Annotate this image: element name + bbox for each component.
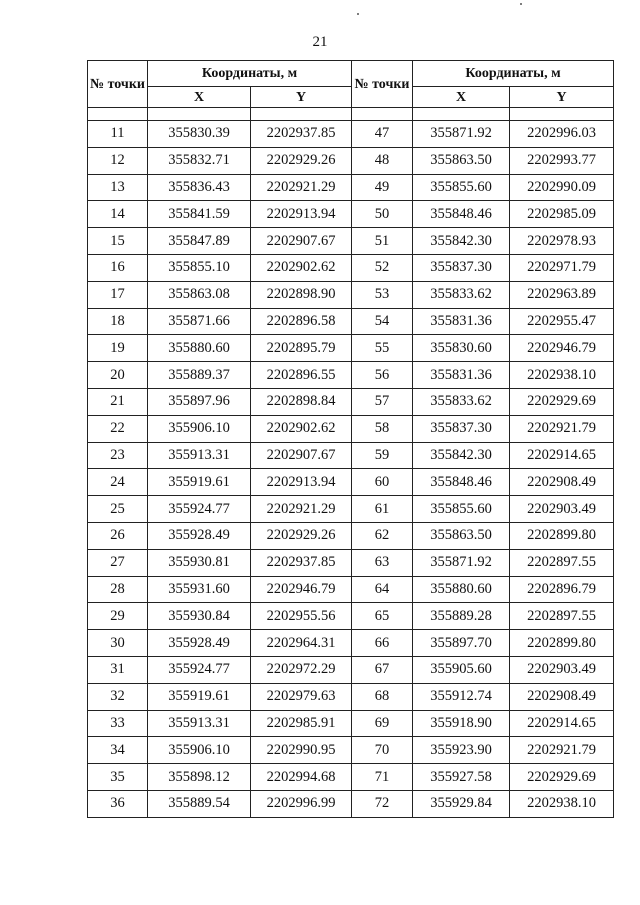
point-number-cell: 53 [352, 281, 413, 308]
y-coordinate-cell: 2202898.90 [251, 281, 352, 308]
y-coordinate-cell: 2202896.58 [251, 308, 352, 335]
y-coordinate-cell: 2202913.94 [251, 201, 352, 228]
point-number-cell: 24 [88, 469, 148, 496]
y-coordinate-cell: 2202996.99 [251, 790, 352, 817]
x-coordinate-cell: 355855.10 [148, 254, 251, 281]
table-row [88, 335, 614, 362]
y-coordinate-cell: 2202914.65 [510, 442, 614, 469]
point-number-cell: 49 [352, 174, 413, 201]
x-coordinate-cell: 355837.30 [413, 254, 510, 281]
y-coordinate-cell: 2202937.85 [251, 121, 352, 148]
point-number-cell: 18 [88, 308, 148, 335]
table-row [88, 496, 614, 523]
y-coordinate-cell: 2202896.79 [510, 576, 614, 603]
y-coordinate-cell: 2202993.77 [510, 147, 614, 174]
point-number-cell: 54 [352, 308, 413, 335]
point-number-cell: 30 [88, 630, 148, 657]
point-number-cell: 58 [352, 415, 413, 442]
point-number-cell: 68 [352, 683, 413, 710]
point-number-cell: 15 [88, 228, 148, 255]
point-number-cell: 67 [352, 656, 413, 683]
x-coordinate-cell: 355871.92 [413, 549, 510, 576]
x-coordinate-cell: 355880.60 [148, 335, 251, 362]
point-number-cell: 60 [352, 469, 413, 496]
point-number-cell: 19 [88, 335, 148, 362]
y-coordinate-cell: 2202990.09 [510, 174, 614, 201]
point-number-cell: 14 [88, 201, 148, 228]
table-row [88, 549, 614, 576]
point-number-cell: 59 [352, 442, 413, 469]
table-row [88, 362, 614, 389]
y-coordinate-cell: 2202895.79 [251, 335, 352, 362]
point-number-header: № точки [88, 61, 148, 108]
y-coordinate-cell: 2202946.79 [510, 335, 614, 362]
y-coordinate-cell: 2202929.69 [510, 764, 614, 791]
x-coordinate-cell: 355906.10 [148, 737, 251, 764]
x-coordinate-cell: 355930.81 [148, 549, 251, 576]
point-number-cell: 50 [352, 201, 413, 228]
x-coordinate-cell: 355889.54 [148, 790, 251, 817]
point-number-cell: 64 [352, 576, 413, 603]
x-coordinate-cell: 355831.36 [413, 362, 510, 389]
point-number-header: № точки [352, 61, 413, 108]
table-row [88, 308, 614, 335]
x-coordinate-cell: 355906.10 [148, 415, 251, 442]
y-coordinate-cell: 2202907.67 [251, 228, 352, 255]
y-coordinate-cell: 2202971.79 [510, 254, 614, 281]
point-number-cell: 55 [352, 335, 413, 362]
y-coordinate-cell: 2202899.80 [510, 630, 614, 657]
point-number-cell: 47 [352, 121, 413, 148]
x-coordinate-cell: 355930.84 [148, 603, 251, 630]
y-coordinate-cell: 2202978.93 [510, 228, 614, 255]
x-coordinate-cell: 355927.58 [413, 764, 510, 791]
y-coordinate-cell: 2202902.62 [251, 254, 352, 281]
y-header: Y [251, 87, 352, 108]
y-coordinate-cell: 2202908.49 [510, 469, 614, 496]
point-number-cell: 51 [352, 228, 413, 255]
table-row [88, 576, 614, 603]
point-number-cell: 22 [88, 415, 148, 442]
y-coordinate-cell: 2202938.10 [510, 790, 614, 817]
y-coordinate-cell: 2202914.65 [510, 710, 614, 737]
x-coordinate-cell: 355871.66 [148, 308, 251, 335]
x-header: X [148, 87, 251, 108]
x-coordinate-cell: 355889.37 [148, 362, 251, 389]
x-coordinate-cell: 355871.92 [413, 121, 510, 148]
point-number-cell: 52 [352, 254, 413, 281]
table-row [88, 603, 614, 630]
point-number-cell: 71 [352, 764, 413, 791]
y-coordinate-cell: 2202994.68 [251, 764, 352, 791]
x-coordinate-cell: 355842.30 [413, 228, 510, 255]
page-number: 21 [312, 34, 328, 50]
table-row [88, 790, 614, 817]
point-number-cell: 33 [88, 710, 148, 737]
y-coordinate-cell: 2202913.94 [251, 469, 352, 496]
x-coordinate-cell: 355928.49 [148, 522, 251, 549]
y-coordinate-cell: 2202907.67 [251, 442, 352, 469]
x-coordinate-cell: 355913.31 [148, 710, 251, 737]
point-number-cell: 26 [88, 522, 148, 549]
scan-speck [520, 3, 522, 5]
point-number-cell: 12 [88, 147, 148, 174]
point-number-cell: 11 [88, 121, 148, 148]
y-coordinate-cell: 2202985.09 [510, 201, 614, 228]
table-row [88, 415, 614, 442]
y-coordinate-cell: 2202897.55 [510, 603, 614, 630]
x-coordinate-cell: 355841.59 [148, 201, 251, 228]
x-coordinate-cell: 355831.36 [413, 308, 510, 335]
y-coordinate-cell: 2202938.10 [510, 362, 614, 389]
y-coordinate-cell: 2202996.03 [510, 121, 614, 148]
point-number-cell: 28 [88, 576, 148, 603]
x-coordinate-cell: 355880.60 [413, 576, 510, 603]
x-coordinate-cell: 355848.46 [413, 201, 510, 228]
y-coordinate-cell: 2202921.29 [251, 496, 352, 523]
x-coordinate-cell: 355833.62 [413, 281, 510, 308]
point-number-cell: 57 [352, 388, 413, 415]
y-coordinate-cell: 2202898.84 [251, 388, 352, 415]
table-row [88, 764, 614, 791]
table-row [88, 630, 614, 657]
x-coordinate-cell: 355848.46 [413, 469, 510, 496]
point-number-cell: 34 [88, 737, 148, 764]
table-row [88, 201, 614, 228]
x-coordinate-cell: 355924.77 [148, 496, 251, 523]
x-coordinate-cell: 355889.28 [413, 603, 510, 630]
table-row [88, 469, 614, 496]
point-number-cell: 65 [352, 603, 413, 630]
point-number-cell: 32 [88, 683, 148, 710]
y-coordinate-cell: 2202929.26 [251, 522, 352, 549]
y-coordinate-cell: 2202963.89 [510, 281, 614, 308]
x-coordinate-cell: 355863.08 [148, 281, 251, 308]
y-coordinate-cell: 2202972.29 [251, 656, 352, 683]
x-coordinate-cell: 355928.49 [148, 630, 251, 657]
y-coordinate-cell: 2202985.91 [251, 710, 352, 737]
table-row [88, 522, 614, 549]
point-number-cell: 63 [352, 549, 413, 576]
x-coordinate-cell: 355897.70 [413, 630, 510, 657]
table-row [88, 388, 614, 415]
y-coordinate-cell: 2202955.47 [510, 308, 614, 335]
y-coordinate-cell: 2202929.69 [510, 388, 614, 415]
x-coordinate-cell: 355863.50 [413, 522, 510, 549]
y-coordinate-cell: 2202990.95 [251, 737, 352, 764]
x-coordinate-cell: 355912.74 [413, 683, 510, 710]
point-number-cell: 17 [88, 281, 148, 308]
table-row [88, 254, 614, 281]
y-coordinate-cell: 2202897.55 [510, 549, 614, 576]
coordinates-table [87, 60, 614, 818]
x-coordinate-cell: 355837.30 [413, 415, 510, 442]
x-coordinate-cell: 355919.61 [148, 469, 251, 496]
y-coordinate-cell: 2202903.49 [510, 656, 614, 683]
x-coordinate-cell: 355855.60 [413, 496, 510, 523]
point-number-cell: 27 [88, 549, 148, 576]
x-header: X [413, 87, 510, 108]
table-row [88, 683, 614, 710]
x-coordinate-cell: 355898.12 [148, 764, 251, 791]
x-coordinate-cell: 355918.90 [413, 710, 510, 737]
point-number-cell: 72 [352, 790, 413, 817]
y-coordinate-cell: 2202896.55 [251, 362, 352, 389]
coordinates-header: Координаты, м [148, 61, 352, 87]
point-number-cell: 35 [88, 764, 148, 791]
point-number-cell: 66 [352, 630, 413, 657]
table-row [88, 442, 614, 469]
x-coordinate-cell: 355842.30 [413, 442, 510, 469]
point-number-cell: 20 [88, 362, 148, 389]
x-coordinate-cell: 355919.61 [148, 683, 251, 710]
y-coordinate-cell: 2202955.56 [251, 603, 352, 630]
spacer-row [88, 108, 614, 121]
y-coordinate-cell: 2202921.79 [510, 415, 614, 442]
x-coordinate-cell: 355913.31 [148, 442, 251, 469]
x-coordinate-cell: 355924.77 [148, 656, 251, 683]
y-coordinate-cell: 2202899.80 [510, 522, 614, 549]
table-row [88, 737, 614, 764]
point-number-cell: 21 [88, 388, 148, 415]
x-coordinate-cell: 355830.39 [148, 121, 251, 148]
y-coordinate-cell: 2202921.79 [510, 737, 614, 764]
point-number-cell: 62 [352, 522, 413, 549]
table-row [88, 147, 614, 174]
x-coordinate-cell: 355855.60 [413, 174, 510, 201]
table-row [88, 121, 614, 148]
table-row [88, 656, 614, 683]
point-number-cell: 31 [88, 656, 148, 683]
x-coordinate-cell: 355929.84 [413, 790, 510, 817]
y-coordinate-cell: 2202937.85 [251, 549, 352, 576]
x-coordinate-cell: 355836.43 [148, 174, 251, 201]
y-coordinate-cell: 2202964.31 [251, 630, 352, 657]
point-number-cell: 70 [352, 737, 413, 764]
point-number-cell: 36 [88, 790, 148, 817]
y-header: Y [510, 87, 614, 108]
point-number-cell: 48 [352, 147, 413, 174]
table-row [88, 228, 614, 255]
table-row [88, 281, 614, 308]
point-number-cell: 61 [352, 496, 413, 523]
x-coordinate-cell: 355833.62 [413, 388, 510, 415]
point-number-cell: 16 [88, 254, 148, 281]
y-coordinate-cell: 2202921.29 [251, 174, 352, 201]
coordinates-header: Координаты, м [413, 61, 614, 87]
y-coordinate-cell: 2202908.49 [510, 683, 614, 710]
point-number-cell: 56 [352, 362, 413, 389]
y-coordinate-cell: 2202946.79 [251, 576, 352, 603]
y-coordinate-cell: 2202929.26 [251, 147, 352, 174]
point-number-cell: 23 [88, 442, 148, 469]
table-row [88, 174, 614, 201]
point-number-cell: 13 [88, 174, 148, 201]
x-coordinate-cell: 355830.60 [413, 335, 510, 362]
x-coordinate-cell: 355931.60 [148, 576, 251, 603]
point-number-cell: 29 [88, 603, 148, 630]
table-row [88, 710, 614, 737]
x-coordinate-cell: 355897.96 [148, 388, 251, 415]
x-coordinate-cell: 355905.60 [413, 656, 510, 683]
y-coordinate-cell: 2202903.49 [510, 496, 614, 523]
point-number-cell: 25 [88, 496, 148, 523]
x-coordinate-cell: 355863.50 [413, 147, 510, 174]
x-coordinate-cell: 355923.90 [413, 737, 510, 764]
x-coordinate-cell: 355847.89 [148, 228, 251, 255]
point-number-cell: 69 [352, 710, 413, 737]
scan-speck [357, 13, 359, 15]
y-coordinate-cell: 2202979.63 [251, 683, 352, 710]
y-coordinate-cell: 2202902.62 [251, 415, 352, 442]
x-coordinate-cell: 355832.71 [148, 147, 251, 174]
